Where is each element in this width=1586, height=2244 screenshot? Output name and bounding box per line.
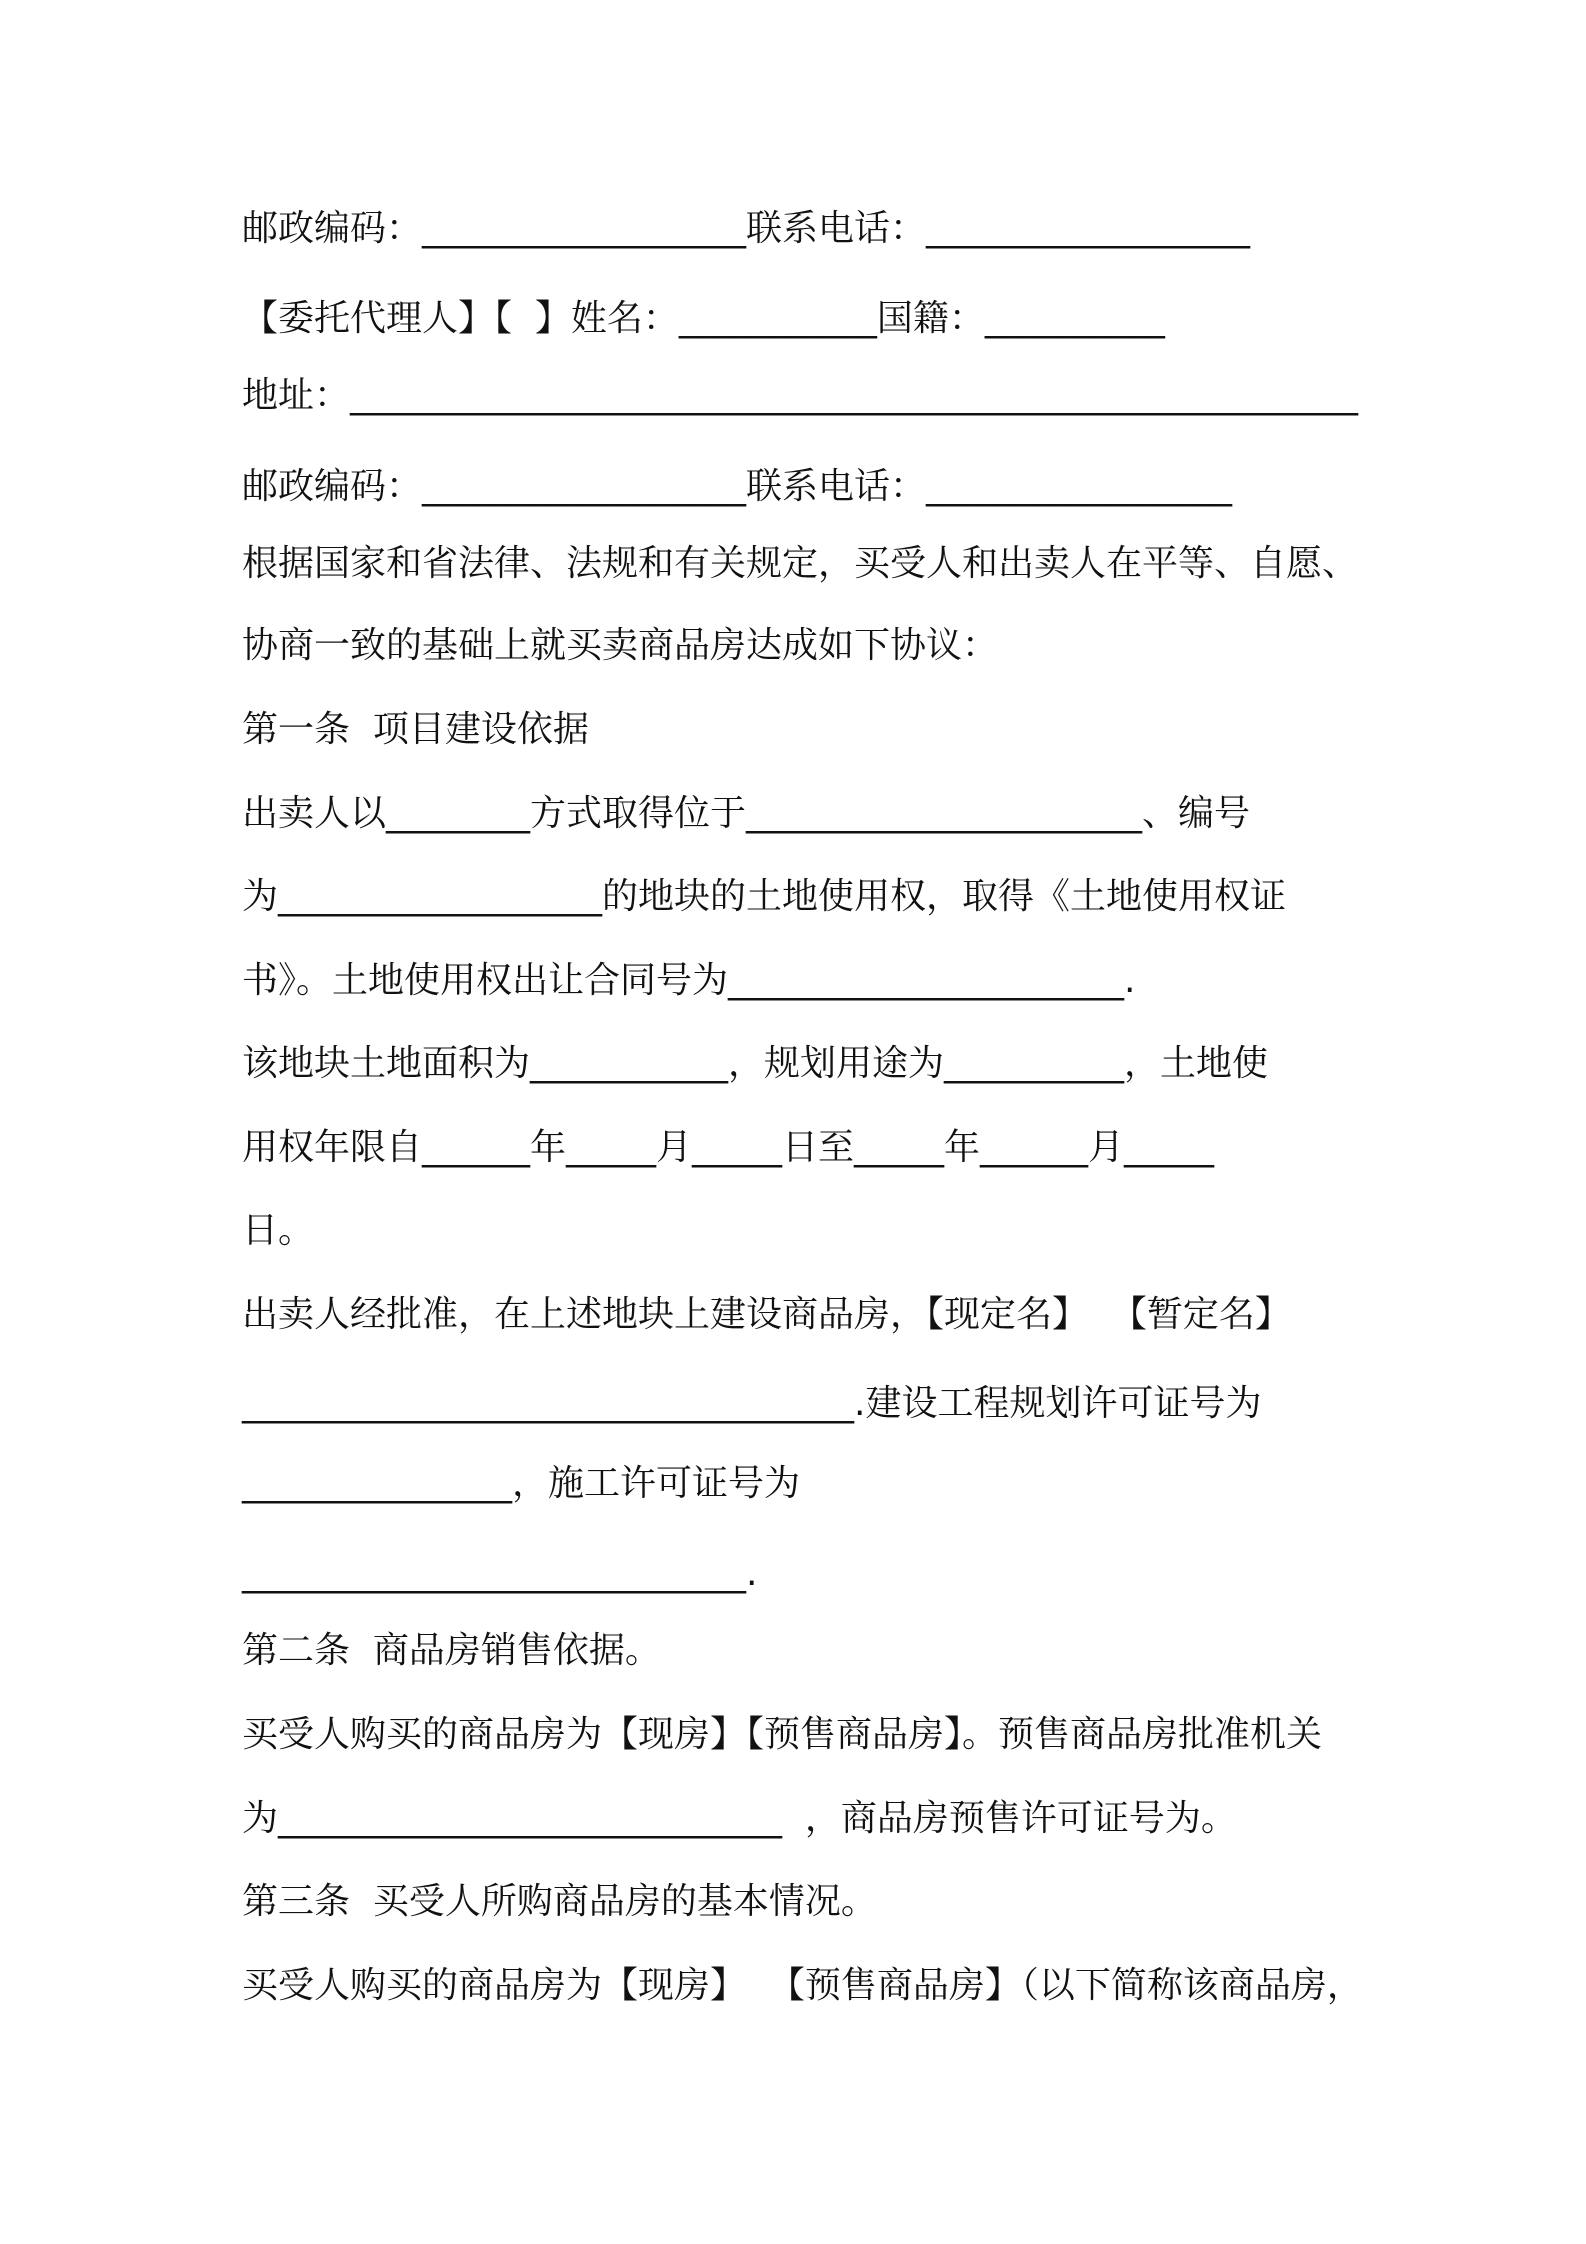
article-1-line-5: 用权年限自______年_____月_____日至_____年______月_____ [242, 1127, 1215, 1168]
article-1-line-2: 为__________________的地块的土地使用权，取得《土地使用权证 [242, 876, 1287, 917]
article-2-heading: 第二条 商品房销售依据。 [242, 1630, 661, 1671]
article-1-line-1: 出卖人以________方式取得位于______________________、编号 [242, 793, 1251, 834]
postal-phone-line-1: 邮政编码：__________________联系电话：__________________ [242, 208, 1251, 249]
article-2-line-2: 为____________________________ ，商品房预售许可证号为。 [242, 1798, 1237, 1839]
article-1-line-3: 书》。土地使用权出让合同号为______________________. [242, 960, 1136, 1001]
article-1-line-10: ____________________________. [242, 1553, 758, 1594]
article-1-heading: 第一条 项目建设依据 [242, 709, 589, 750]
article-1-line-9: _______________，施工许可证号为 [242, 1463, 801, 1504]
article-1-line-7: 出卖人经批准，在上述地块上建设商品房，【现定名】 【暂定名】 [242, 1294, 1291, 1335]
preamble-line-2: 协商一致的基础上就买卖商品房达成如下协议： [242, 625, 999, 666]
postal-phone-line-2: 邮政编码：__________________联系电话：_________________ [242, 466, 1233, 507]
agent-name-nationality-line: 【委托代理人】【 】姓名：___________国籍：__________ [242, 298, 1165, 339]
article-1-line-4: 该地块土地面积为___________，规划用途为__________，土地使 [242, 1043, 1269, 1084]
address-line: 地址：________________________________________________________ [242, 375, 1358, 416]
preamble-line-1: 根据国家和省法律、法规和有关规定，买受人和出卖人在平等、自愿、 [242, 543, 1359, 584]
article-1-line-6: 日。 [242, 1210, 315, 1251]
article-1-line-8: __________________________________.建设工程规划许可证号为 [242, 1383, 1262, 1424]
article-2-line-1: 买受人购买的商品房为【现房】【预售商品房】。预售商品房批准机关 [242, 1714, 1323, 1755]
article-3-heading: 第三条 买受人所购商品房的基本情况。 [242, 1881, 877, 1922]
article-3-line-1: 买受人购买的商品房为【现房】 【预售商品房】（以下简称该商品房， [242, 1965, 1363, 2006]
